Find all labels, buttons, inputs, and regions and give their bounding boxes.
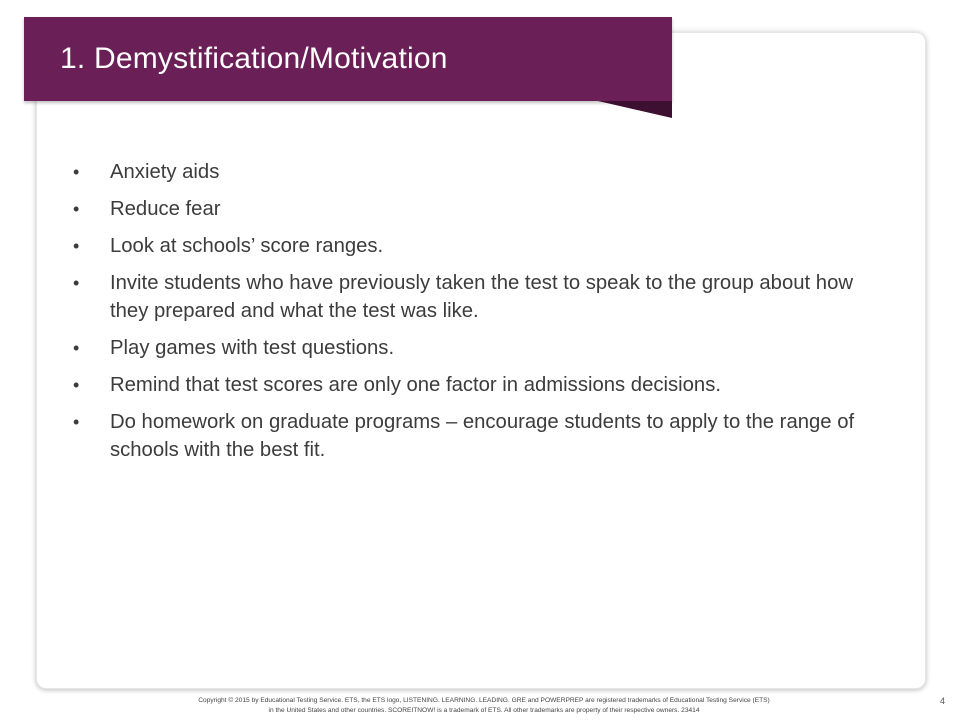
bullet-text: Reduce fear [110, 198, 221, 220]
title-banner-fold [598, 101, 672, 118]
bullet-item [73, 269, 863, 325]
bullet-list [73, 158, 863, 473]
page-number: 4 [940, 696, 946, 706]
bullet-text: Play games with test questions. [110, 337, 395, 359]
bullet-dot-icon: • [73, 199, 80, 219]
bullet-text: Remind that test scores are only one factor in admissions decisions. [110, 374, 721, 396]
bullet-item [73, 158, 863, 186]
bullet-item [73, 334, 863, 362]
bullet-text: Anxiety aids [110, 161, 220, 183]
bullet-dot-icon: • [73, 273, 80, 293]
bullet-text: Do homework on graduate programs – encourage students to apply to the range of schools with the best fit. [110, 411, 855, 461]
bullet-dot-icon: • [73, 412, 80, 432]
title-banner [24, 17, 672, 101]
copyright-line-2: in the United States and other countries. SCOREITNOW! is a trademark of ETS. All other trademarks are property of their respective owners. 23414 [268, 707, 700, 714]
bullet-dot-icon: • [73, 236, 80, 256]
copyright-footer [76, 696, 892, 716]
bullet-dot-icon: • [73, 375, 80, 395]
bullet-text: Look at schools’ score ranges. [110, 235, 384, 257]
bullet-dot-icon: • [73, 338, 80, 358]
bullet-item [73, 232, 863, 260]
slide-title: 1. Demystification/Motivation [60, 42, 448, 75]
bullet-text: Invite students who have previously taken the test to speak to the group about how they prepared and what the test was like. [110, 272, 853, 322]
bullet-item [73, 195, 863, 223]
bullet-item [73, 371, 863, 399]
bullet-dot-icon: • [73, 162, 80, 182]
bullet-item [73, 408, 863, 464]
copyright-line-1: Copyright © 2015 by Educational Testing Service. ETS, the ETS logo, LISTENING. LEARNING. LEADING. GRE and POWERPREP are registered trademarks of Educational Testing Service (ETS) [198, 697, 770, 704]
